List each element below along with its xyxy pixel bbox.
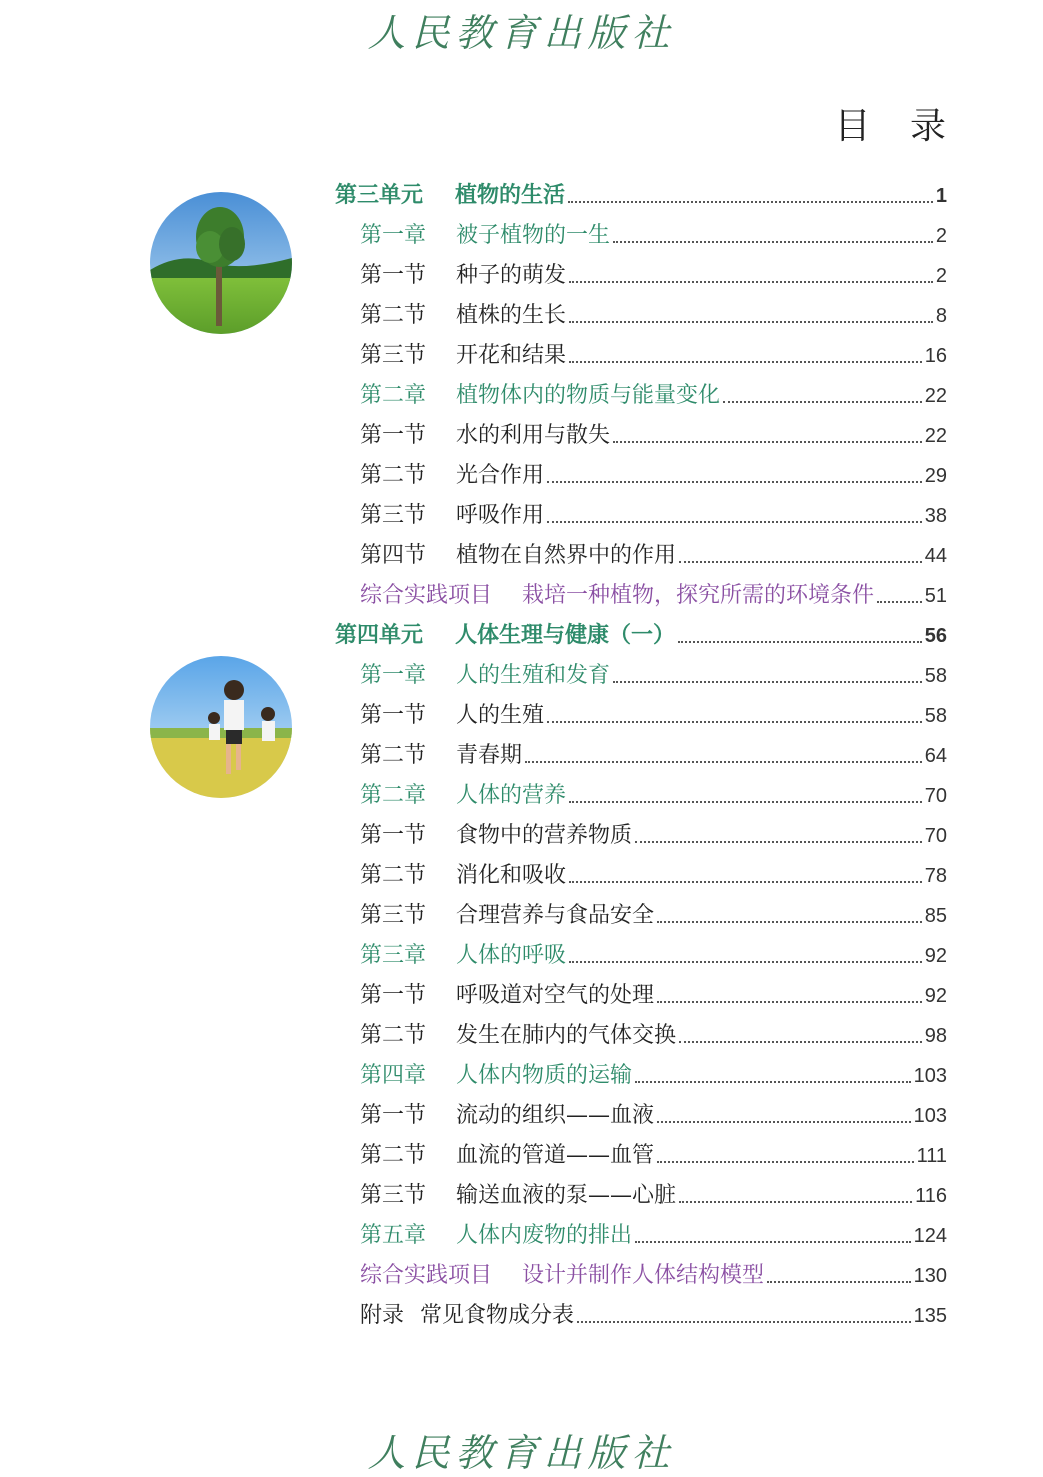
children-running-photo — [150, 656, 292, 798]
dot-leader — [547, 481, 922, 483]
toc-entry-page-number: 92 — [924, 985, 947, 1007]
toc-entry-chapter[interactable] — [360, 216, 947, 256]
toc-entry-page-number: 98 — [924, 1025, 947, 1047]
toc-entry-number: 第一节 — [360, 983, 427, 1008]
toc-entry-page-number: 56 — [924, 625, 947, 647]
toc-entry-title: 人体的呼吸 — [456, 943, 567, 968]
toc-entry-page-number: 116 — [915, 1185, 947, 1207]
toc-entry-number: 第四节 — [360, 543, 427, 568]
toc-entry-number: 第二节 — [360, 1023, 427, 1048]
toc-entry-page-number: 22 — [924, 425, 947, 447]
toc-entry-number: 第二节 — [360, 303, 427, 328]
toc-entry-title: 常见食物成分表 — [420, 1303, 575, 1328]
dot-leader — [657, 921, 922, 923]
toc-entry-section[interactable] — [360, 976, 947, 1016]
dot-leader — [679, 1201, 912, 1203]
toc-entry-title: 人的生殖和发育 — [456, 663, 611, 688]
dot-leader — [569, 361, 922, 363]
toc-entry-page-number: 70 — [924, 825, 947, 847]
toc-entry-page-number: 2 — [935, 265, 947, 287]
toc-entry-project[interactable] — [360, 1256, 947, 1296]
toc-entry-title: 植物的生活 — [455, 183, 566, 208]
dot-leader — [657, 1121, 911, 1123]
toc-entry-number: 第三节 — [360, 1183, 427, 1208]
toc-entry-number: 第二节 — [360, 463, 427, 488]
toc-entry-title: 人体生理与健康（一） — [455, 623, 676, 648]
toc-entry-page-number: 58 — [924, 665, 947, 687]
toc-entry-page-number: 103 — [913, 1105, 947, 1127]
dot-leader — [569, 321, 933, 323]
dot-leader — [767, 1281, 911, 1283]
publisher-logo-bottom: 人民教育出版社 — [367, 1431, 676, 1475]
toc-entry-title: 呼吸作用 — [456, 503, 545, 528]
toc-entry-title: 青春期 — [456, 743, 523, 768]
dot-leader — [569, 961, 922, 963]
toc-entry-chapter[interactable] — [360, 776, 947, 816]
toc-entry-number: 第一节 — [360, 263, 427, 288]
dot-leader — [569, 281, 933, 283]
toc-entry-number: 综合实践项目 — [360, 1263, 493, 1288]
dot-leader — [679, 561, 922, 563]
toc-entry-title: 水的利用与散失 — [456, 423, 611, 448]
toc-entry-page-number: 64 — [924, 745, 947, 767]
toc-entry-section[interactable] — [360, 1016, 947, 1056]
toc-entry-number: 附录 — [360, 1303, 405, 1328]
toc-entry-section[interactable] — [360, 816, 947, 856]
toc-entry-number: 第三单元 — [335, 183, 424, 208]
toc-entry-title: 人体内物质的运输 — [456, 1063, 633, 1088]
toc-entry-title: 植株的生长 — [456, 303, 567, 328]
toc-entry-section[interactable] — [360, 416, 947, 456]
toc-entry-title: 被子植物的一生 — [456, 223, 611, 248]
toc-entry-page-number: 44 — [924, 545, 947, 567]
toc-entry-unit[interactable] — [335, 616, 947, 656]
toc-entry-number: 第一节 — [360, 823, 427, 848]
toc-entry-number: 第一章 — [360, 223, 427, 248]
toc-entry-title: 光合作用 — [456, 463, 545, 488]
tree-photo — [150, 192, 292, 334]
toc-entry-section[interactable] — [360, 496, 947, 536]
toc-entry-title: 输送血液的泵——心脏 — [456, 1183, 677, 1208]
toc-entry-number: 第二节 — [360, 1143, 427, 1168]
dot-leader — [635, 841, 922, 843]
toc-entry-title: 合理营养与食品安全 — [456, 903, 655, 928]
toc-entry-page-number: 92 — [924, 945, 947, 967]
toc-entry-number: 第四章 — [360, 1063, 427, 1088]
toc-entry-title: 人体的营养 — [456, 783, 567, 808]
toc-entry-page-number: 135 — [913, 1305, 947, 1327]
toc-entry-page-number: 51 — [924, 585, 947, 607]
toc-entry-page-number: 58 — [924, 705, 947, 727]
toc-entry-number: 第三节 — [360, 343, 427, 368]
toc-entry-number: 第一章 — [360, 663, 427, 688]
dot-leader — [877, 601, 922, 603]
toc-entry-page-number: 38 — [924, 505, 947, 527]
toc-entry-section[interactable] — [360, 1136, 947, 1176]
toc-entry-page-number: 16 — [924, 345, 947, 367]
toc-entry-number: 综合实践项目 — [360, 583, 493, 608]
toc-entry-number: 第二章 — [360, 783, 427, 808]
toc-entry-page-number: 22 — [924, 385, 947, 407]
dot-leader — [723, 401, 922, 403]
toc-entry-unit[interactable] — [335, 176, 947, 216]
toc-entry-number: 第一节 — [360, 703, 427, 728]
toc-entry-title: 呼吸道对空气的处理 — [456, 983, 655, 1008]
toc-entry-section[interactable] — [360, 896, 947, 936]
dot-leader — [635, 1081, 911, 1083]
toc-entry-title: 种子的萌发 — [456, 263, 567, 288]
dot-leader — [613, 441, 922, 443]
toc-entry-title: 人的生殖 — [456, 703, 545, 728]
toc-entry-title: 血流的管道——血管 — [456, 1143, 655, 1168]
toc-entry-page-number: 130 — [913, 1265, 947, 1287]
dot-leader — [678, 641, 922, 643]
toc-entry-page-number: 124 — [913, 1225, 947, 1247]
dot-leader — [657, 1161, 914, 1163]
toc-entry-section[interactable] — [360, 456, 947, 496]
toc-entry-title: 设计并制作人体结构模型 — [522, 1263, 765, 1288]
toc-entry-section[interactable] — [360, 696, 947, 736]
toc-entry-number: 第五章 — [360, 1223, 427, 1248]
toc-entry-section[interactable] — [360, 1176, 947, 1216]
dot-leader — [679, 1041, 922, 1043]
toc-entry-page-number: 103 — [913, 1065, 947, 1087]
toc-entry-number: 第二节 — [360, 863, 427, 888]
dot-leader — [568, 201, 933, 203]
toc-entry-number: 第二章 — [360, 383, 427, 408]
dot-leader — [547, 521, 922, 523]
dot-leader — [613, 241, 933, 243]
toc-entry-chapter[interactable] — [360, 656, 947, 696]
toc-entry-number: 第三节 — [360, 903, 427, 928]
toc-entry-chapter[interactable] — [360, 1056, 947, 1096]
toc-entry-appendix[interactable] — [360, 1296, 947, 1336]
page-title: 目 录 — [834, 106, 960, 147]
toc-entry-title: 发生在肺内的气体交换 — [456, 1023, 677, 1048]
dot-leader — [657, 1001, 922, 1003]
toc-entry-chapter[interactable] — [360, 376, 947, 416]
toc-entry-page-number: 1 — [935, 185, 947, 207]
toc-entry-section[interactable] — [360, 1096, 947, 1136]
toc-entry-section[interactable] — [360, 256, 947, 296]
toc-entry-page-number: 2 — [935, 225, 947, 247]
dot-leader — [577, 1321, 911, 1323]
dot-leader — [613, 681, 922, 683]
toc-entry-page-number: 8 — [935, 305, 947, 327]
toc-entry-title: 流动的组织——血液 — [456, 1103, 655, 1128]
toc-entry-section[interactable] — [360, 296, 947, 336]
toc-entry-page-number: 70 — [924, 785, 947, 807]
toc-entry-section[interactable] — [360, 856, 947, 896]
toc-entry-title: 植物在自然界中的作用 — [456, 543, 677, 568]
dot-leader — [569, 881, 922, 883]
dot-leader — [525, 761, 922, 763]
toc-entry-number: 第四单元 — [335, 623, 424, 648]
toc-entry-title: 消化和吸收 — [456, 863, 567, 888]
toc-entry-title: 开花和结果 — [456, 343, 567, 368]
toc-entry-number: 第三章 — [360, 943, 427, 968]
toc-entry-number: 第一节 — [360, 1103, 427, 1128]
toc-entry-title: 植物体内的物质与能量变化 — [456, 383, 721, 408]
toc-entry-number: 第二节 — [360, 743, 427, 768]
publisher-logo-top: 人民教育出版社 — [367, 11, 676, 55]
toc-entry-title: 栽培一种植物，探究所需的环境条件 — [522, 583, 875, 608]
toc-entry-section[interactable] — [360, 336, 947, 376]
toc-entry-chapter[interactable] — [360, 936, 947, 976]
toc-entry-page-number: 78 — [924, 865, 947, 887]
toc-entry-title: 人体内废物的排出 — [456, 1223, 633, 1248]
toc-entry-title: 食物中的营养物质 — [456, 823, 633, 848]
toc-entry-section[interactable] — [360, 536, 947, 576]
toc-entry-page-number: 29 — [924, 465, 947, 487]
toc-entry-number: 第三节 — [360, 503, 427, 528]
toc-entry-page-number: 85 — [924, 905, 947, 927]
dot-leader — [569, 801, 922, 803]
dot-leader — [635, 1241, 911, 1243]
toc-entry-project[interactable] — [360, 576, 947, 616]
toc-entry-number: 第一节 — [360, 423, 427, 448]
toc-entry-page-number: 111 — [916, 1145, 947, 1167]
dot-leader — [547, 721, 922, 723]
toc-entry-section[interactable] — [360, 736, 947, 776]
toc-entry-chapter[interactable] — [360, 1216, 947, 1256]
